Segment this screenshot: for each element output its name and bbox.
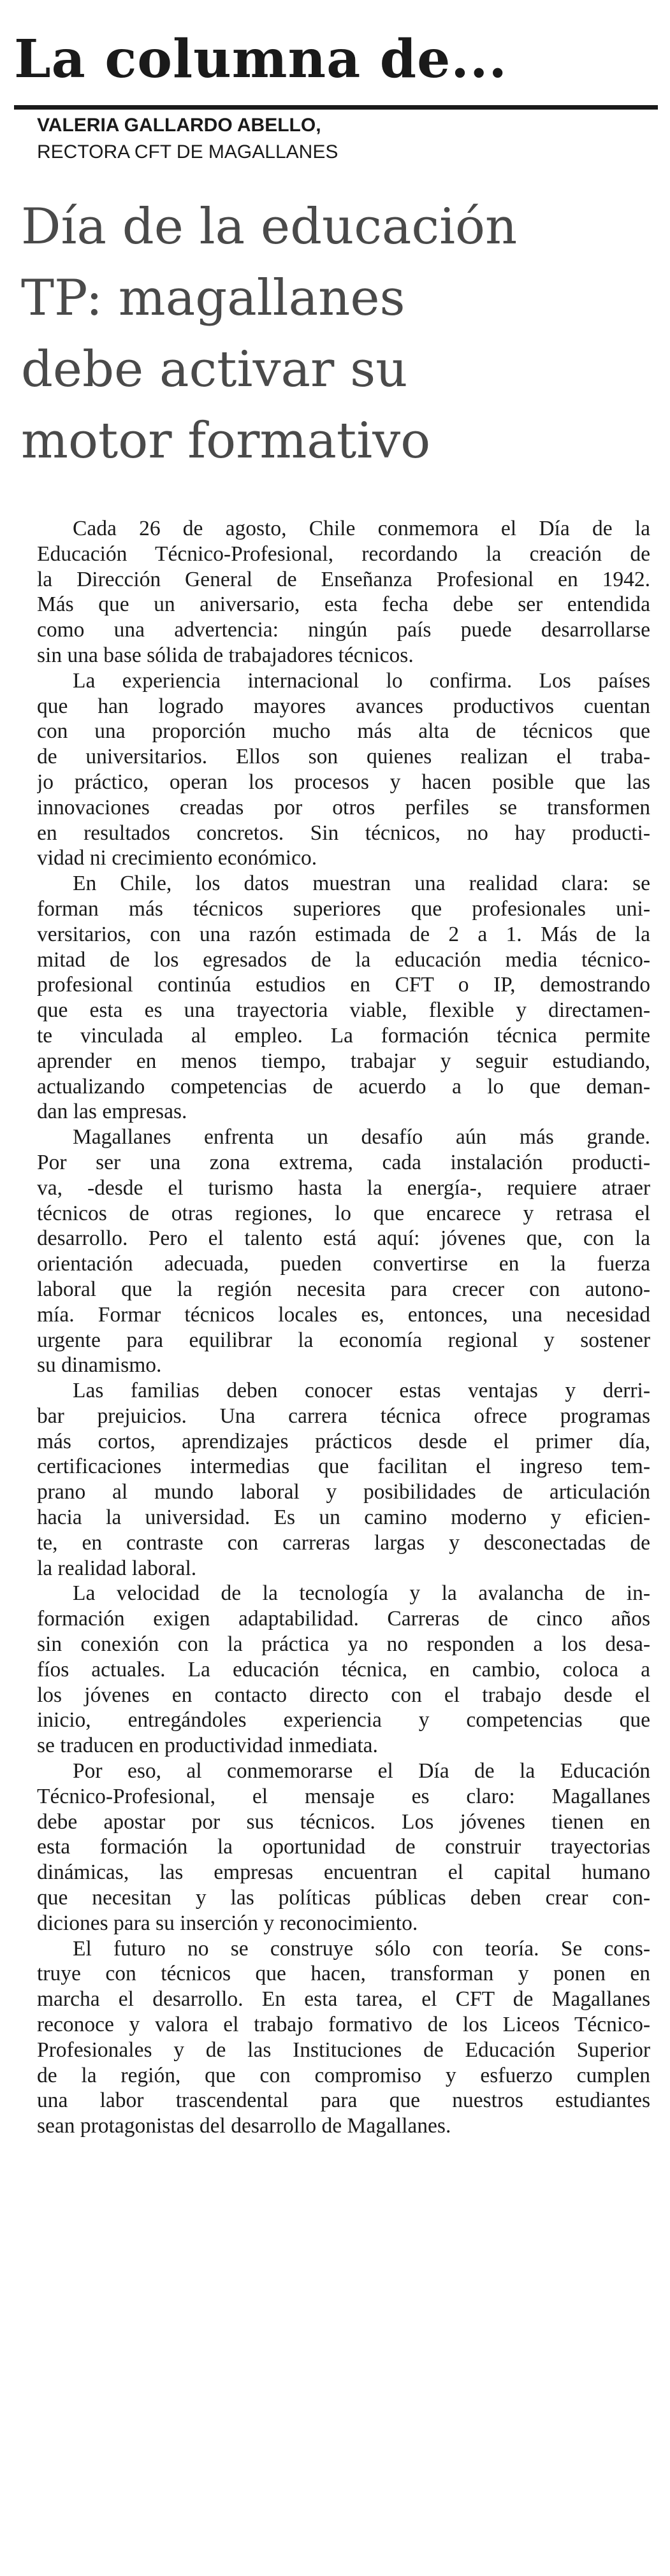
paragraph-line: El futuro no se construye sólo con teoría. Se cons- bbox=[73, 1936, 650, 1961]
paragraph-line: En Chile, los datos muestran una realidad clara: se bbox=[73, 872, 650, 896]
paragraph-line: su dinamismo. bbox=[37, 1353, 162, 1378]
paragraph-line: Las familias deben conocer estas ventajas y derri- bbox=[73, 1379, 650, 1403]
paragraph-line: La experiencia internacional lo confirma. Los países bbox=[73, 668, 650, 693]
paragraph-line: forman más técnicos superiores que profesionales uni- bbox=[37, 896, 650, 921]
paragraph-line: que necesitan y las políticas públicas deben crear con- bbox=[37, 1886, 650, 1910]
paragraph-line: innovaciones creadas por otros perfiles se transformen bbox=[37, 795, 650, 819]
paragraph-line: técnicos de otras regiones, lo que encarece y retrasa el bbox=[37, 1201, 650, 1225]
paragraph-line: con una proporción mucho más alta de técnicos que bbox=[37, 719, 650, 744]
paragraph-line: la Dirección General de Enseñanza Profesional en 1942. bbox=[37, 567, 650, 591]
headline bbox=[21, 191, 652, 477]
paragraph-line: La velocidad de la tecnología y la avalancha de in- bbox=[73, 1581, 650, 1606]
article-paragraph bbox=[37, 668, 650, 871]
author-name: VALERIA GALLARDO ABELLO, bbox=[37, 115, 321, 136]
section-title: La columna de... bbox=[14, 29, 507, 90]
paragraph-line: te vinculada al empleo. La formación técnica permite bbox=[37, 1023, 650, 1047]
paragraph-line: dinámicas, las empresas encuentran el capital humano bbox=[37, 1860, 650, 1885]
article-paragraph bbox=[37, 1936, 650, 2139]
paragraph-line: la realidad laboral. bbox=[37, 1556, 197, 1580]
paragraph-line: prano al mundo laboral y posibilidades de articulación bbox=[37, 1480, 650, 1504]
paragraph-line: Magallanes enfrenta un desafío aún más grande. bbox=[73, 1125, 650, 1149]
paragraph-line: jo práctico, operan los procesos y hacen posible que las bbox=[37, 770, 650, 794]
paragraph-line: bar prejuicios. Una carrera técnica ofrece programas bbox=[37, 1404, 650, 1428]
paragraph-line: Por ser una zona extrema, cada instalación producti- bbox=[37, 1150, 650, 1174]
paragraph-line: esta formación la oportunidad de construir trayectorias bbox=[37, 1835, 650, 1859]
paragraph-line: va, -desde el turismo hasta la energía-, requiere atraer bbox=[37, 1176, 650, 1200]
paragraph-line: los jóvenes en contacto directo con el trabajo desde el bbox=[37, 1683, 650, 1707]
article-paragraph bbox=[37, 1581, 650, 1759]
paragraph-line: te, en contraste con carreras largas y desconectadas de bbox=[37, 1530, 650, 1555]
headline-line: debe activar su bbox=[21, 341, 408, 398]
paragraph-line: marcha el desarrollo. En esta tarea, el CFT de Magallanes bbox=[37, 1987, 650, 2011]
paragraph-line: de la región, que con compromiso y esfuerzo cumplen bbox=[37, 2063, 650, 2087]
article-paragraph bbox=[37, 871, 650, 1125]
paragraph-line: hacia la universidad. Es un camino moderno y eficien- bbox=[37, 1506, 650, 1530]
paragraph-line: orientación adecuada, pueden convertirse en la fuerza bbox=[37, 1252, 650, 1276]
paragraph-line: formación exigen adaptabilidad. Carreras de cinco años bbox=[37, 1607, 650, 1631]
paragraph-line: actualizando competencias de acuerdo a lo que deman- bbox=[37, 1074, 650, 1098]
paragraph-line: Más que un aniversario, esta fecha debe ser entendida bbox=[37, 593, 650, 617]
paragraph-line: mía. Formar técnicos locales es, entonces, una necesidad bbox=[37, 1302, 650, 1327]
header-rule bbox=[14, 105, 658, 110]
paragraph-line: truye con técnicos que hacen, transforman y ponen en bbox=[37, 1962, 650, 1986]
paragraph-line: laboral que la región necesita para crecer con autono- bbox=[37, 1277, 650, 1301]
paragraph-line: diciones para su inserción y reconocimiento. bbox=[37, 1911, 418, 1935]
paragraph-line: profesional continúa estudios en CFT o IP, demostrando bbox=[37, 973, 650, 997]
paragraph-line: vidad ni crecimiento económico. bbox=[37, 846, 317, 870]
paragraph-line: inicio, entregándoles experiencia y competencias que bbox=[37, 1708, 650, 1732]
paragraph-line: versitarios, con una razón estimada de 2 a 1. Más de la bbox=[37, 922, 650, 946]
paragraph-line: Por eso, al conmemorarse el Día de la Educación bbox=[73, 1759, 650, 1783]
paragraph-line: sin conexión con la práctica ya no responden a los desa- bbox=[37, 1632, 650, 1657]
paragraph-line: debe apostar por sus técnicos. Los jóvenes tienen en bbox=[37, 1810, 650, 1834]
paragraph-line: reconoce y valora el trabajo formativo de los Liceos Técnico- bbox=[37, 2013, 650, 2037]
article-paragraph bbox=[37, 516, 650, 668]
article-paragraph bbox=[37, 1378, 650, 1581]
paragraph-line: mitad de los egresados de la educación media técnico- bbox=[37, 947, 650, 972]
paragraph-line: fíos actuales. La educación técnica, en cambio, coloca a bbox=[37, 1657, 650, 1681]
paragraph-line: aprender en menos tiempo, trabajar y seguir estudiando, bbox=[37, 1049, 650, 1073]
paragraph-line: sean protagonistas del desarrollo de Magallanes. bbox=[37, 2114, 451, 2138]
paragraph-line: Profesionales y de las Instituciones de Educación Superior bbox=[37, 2038, 650, 2062]
paragraph-line: como una advertencia: ningún país puede desarrollarse bbox=[37, 618, 650, 642]
paragraph-line: Cada 26 de agosto, Chile conmemora el Día de la bbox=[73, 517, 650, 540]
headline-line: TP: magallanes bbox=[21, 270, 405, 327]
paragraph-line: urgente para equilibrar la economía regional y sostener bbox=[37, 1328, 650, 1352]
paragraph-line: Educación Técnico-Profesional, recordando la creación de bbox=[37, 542, 650, 566]
paragraph-line: sin una base sólida de trabajadores técnicos. bbox=[37, 643, 414, 667]
paragraph-line: que han logrado mayores avances productivos cuentan bbox=[37, 694, 650, 718]
paragraph-line: certificaciones intermedias que facilitan el ingreso tem- bbox=[37, 1455, 650, 1479]
paragraph-line: se traducen en productividad inmediata. bbox=[37, 1734, 378, 1758]
paragraph-line: de universitarios. Ellos son quienes realizan el traba- bbox=[37, 745, 650, 769]
headline-line: Día de la educación bbox=[21, 198, 518, 255]
paragraph-line: Técnico-Profesional, el mensaje es claro: Magallanes bbox=[37, 1784, 650, 1808]
author-role: RECTORA CFT DE MAGALLANES bbox=[37, 141, 339, 162]
article-body bbox=[37, 516, 650, 2139]
paragraph-line: que esta es una trayectoria viable, flexible y directamen- bbox=[37, 998, 650, 1023]
paragraph-line: una labor trascendental para que nuestros estudiantes bbox=[37, 2089, 650, 2113]
article-paragraph bbox=[37, 1759, 650, 1936]
paragraph-line: más cortos, aprendizajes prácticos desde el primer día, bbox=[37, 1429, 650, 1453]
headline-line: motor formativo bbox=[21, 412, 431, 470]
article-paragraph bbox=[37, 1125, 650, 1378]
paragraph-line: en resultados concretos. Sin técnicos, no hay producti- bbox=[37, 821, 650, 845]
paragraph-line: dan las empresas. bbox=[37, 1100, 187, 1124]
paragraph-line: desarrollo. Pero el talento está aquí: jóvenes que, con la bbox=[37, 1227, 650, 1251]
